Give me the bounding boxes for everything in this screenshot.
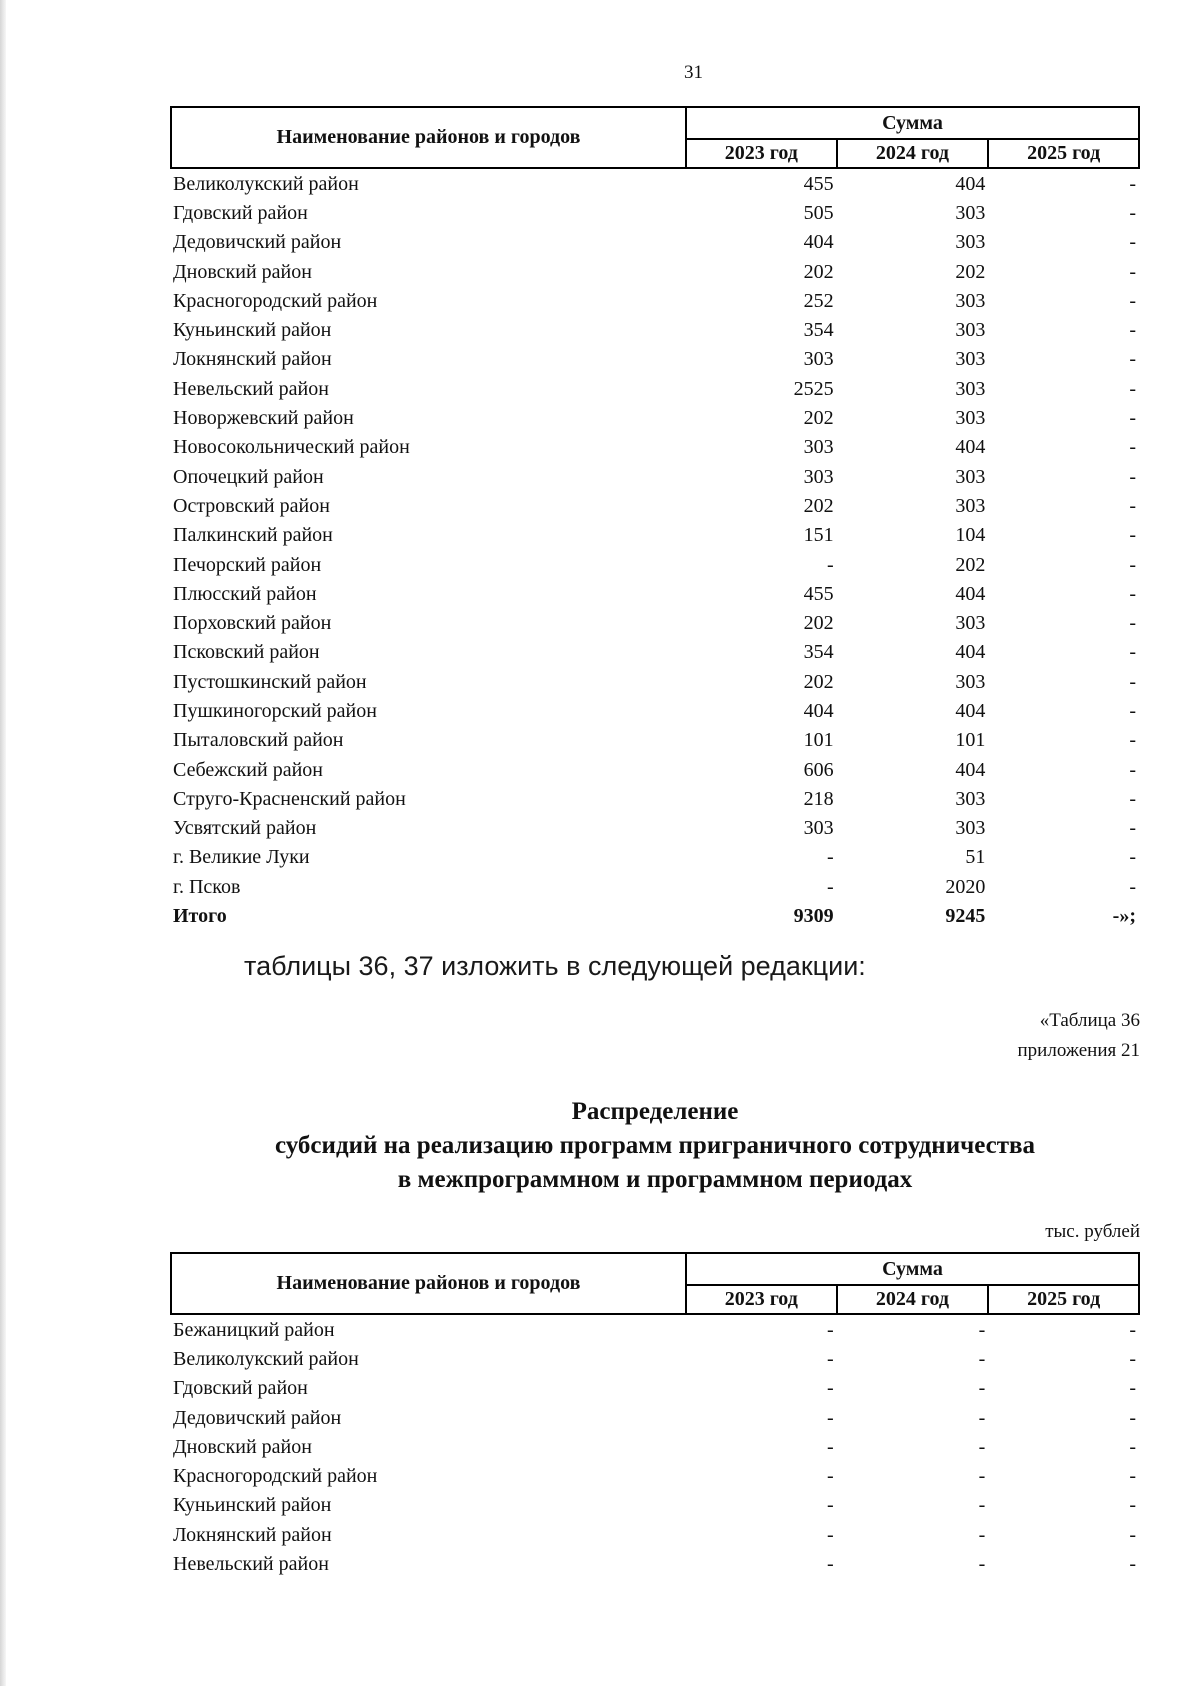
value-2025: - xyxy=(1129,319,1136,342)
value-2023: 455 xyxy=(803,172,834,195)
value-2024: 303 xyxy=(955,787,986,810)
column-header-2025: 2025 год xyxy=(988,1285,1139,1314)
row-name: Порховский район xyxy=(173,612,332,635)
value-2024: 303 xyxy=(955,817,986,840)
value-2023: - xyxy=(826,875,834,898)
value-2024: 303 xyxy=(955,670,986,693)
title-line1: Распределение xyxy=(571,1098,739,1125)
row-name: Локнянский район xyxy=(173,1523,332,1546)
value-2025: - xyxy=(1129,524,1136,547)
row-name: Опочецкий район xyxy=(173,465,324,488)
title-line2: субсидий на реализацию программ приграничного сотрудничества xyxy=(275,1132,1035,1159)
row-name: Печорский район xyxy=(173,553,322,576)
row-name: Островский район xyxy=(173,494,330,517)
value-2025: - xyxy=(1129,582,1136,605)
row-name: Пыталовский район xyxy=(173,729,344,752)
column-header-2024: 2024 год xyxy=(837,139,989,168)
row-name: г. Псков xyxy=(173,875,241,898)
table-row xyxy=(171,1461,1139,1490)
table-row xyxy=(171,1549,1139,1578)
row-name: Пушкиногорский район xyxy=(173,699,377,722)
page-number: 31 xyxy=(684,62,703,83)
table-row xyxy=(171,667,1139,696)
value-2023: 354 xyxy=(803,319,834,342)
value-2025: - xyxy=(1129,1435,1136,1458)
row-name: Себежский район xyxy=(173,758,323,781)
value-2024: 202 xyxy=(955,553,986,576)
row-name: Новоржевский район xyxy=(173,407,354,430)
row-name: Палкинский район xyxy=(173,524,333,547)
table-row xyxy=(171,1344,1139,1373)
value-2023: - xyxy=(826,1318,834,1341)
row-name: Струго-Красненский район xyxy=(173,787,406,810)
table-row xyxy=(171,257,1139,286)
value-2025: - xyxy=(1129,1494,1136,1517)
table-row xyxy=(171,1403,1139,1432)
column-header-sum: Сумма xyxy=(686,107,1139,139)
table-row xyxy=(171,491,1139,520)
value-2023: - xyxy=(826,553,834,576)
value-2025: - xyxy=(1129,641,1136,664)
value-2024: - xyxy=(978,1377,986,1400)
value-2024: - xyxy=(978,1435,986,1458)
scan-edge xyxy=(0,0,6,1686)
table-row xyxy=(171,784,1139,813)
row-name: Великолукский район xyxy=(173,172,359,195)
total-value-2025: -»; xyxy=(1112,905,1136,928)
total-row xyxy=(171,901,1139,930)
table-row xyxy=(171,755,1139,784)
value-2024: 303 xyxy=(955,407,986,430)
table-row xyxy=(171,403,1139,432)
table-row xyxy=(171,1432,1139,1461)
value-2025: - xyxy=(1129,494,1136,517)
value-2023: 252 xyxy=(803,289,834,312)
value-2023: - xyxy=(826,1465,834,1488)
value-2023: - xyxy=(826,1406,834,1429)
value-2025: - xyxy=(1129,348,1136,371)
table-row xyxy=(171,168,1139,198)
column-header-name: Наименование районов и городов xyxy=(171,1253,686,1314)
table-row xyxy=(171,872,1139,901)
value-2024: 303 xyxy=(955,465,986,488)
value-2025: - xyxy=(1129,699,1136,722)
row-name: Псковский район xyxy=(173,641,320,664)
total-value-2023: 9309 xyxy=(793,905,834,928)
value-2025: - xyxy=(1129,1465,1136,1488)
value-2023: 404 xyxy=(803,231,834,254)
value-2024: 404 xyxy=(955,641,986,664)
table-row xyxy=(171,579,1139,608)
value-2023: - xyxy=(826,1347,834,1370)
value-2024: 303 xyxy=(955,612,986,635)
table-label-line1: «Таблица 36 xyxy=(1039,1010,1140,1031)
value-2024: - xyxy=(978,1318,986,1341)
value-2025: - xyxy=(1129,817,1136,840)
column-header-2025: 2025 год xyxy=(988,139,1139,168)
table-row xyxy=(171,286,1139,315)
row-name: Красногородский район xyxy=(173,289,378,312)
value-2024: 303 xyxy=(955,289,986,312)
document-title xyxy=(170,1095,1140,1197)
table-row xyxy=(171,198,1139,227)
table-row xyxy=(171,1314,1139,1344)
title-line3: в межпрограммном и программном периодах xyxy=(397,1166,913,1193)
value-2023: 303 xyxy=(803,817,834,840)
table-row xyxy=(171,1491,1139,1520)
row-name: Усвятский район xyxy=(173,817,317,840)
value-2023: 202 xyxy=(803,407,834,430)
value-2023: 202 xyxy=(803,494,834,517)
column-header-2024: 2024 год xyxy=(837,1285,989,1314)
row-name: Гдовский район xyxy=(173,1377,308,1400)
column-header-sum: Сумма xyxy=(686,1253,1139,1285)
value-2025: - xyxy=(1129,1553,1136,1576)
value-2024: 303 xyxy=(955,348,986,371)
table-label xyxy=(1018,1006,1140,1066)
value-2023: - xyxy=(826,1553,834,1576)
row-name: Гдовский район xyxy=(173,201,308,224)
table-row xyxy=(171,550,1139,579)
table-row xyxy=(171,814,1139,843)
row-name: Дновский район xyxy=(173,260,312,283)
row-name: Дедовичский район xyxy=(173,231,342,254)
table-row xyxy=(171,608,1139,637)
value-2023: - xyxy=(826,1523,834,1546)
value-2024: 2020 xyxy=(945,875,986,898)
table-row xyxy=(171,345,1139,374)
table-row xyxy=(171,1374,1139,1403)
value-2025: - xyxy=(1129,1318,1136,1341)
value-2024: 404 xyxy=(955,172,986,195)
value-2025: - xyxy=(1129,670,1136,693)
row-name: г. Великие Луки xyxy=(173,846,310,869)
units-label: тыс. рублей xyxy=(1045,1221,1140,1242)
column-header-2023: 2023 год xyxy=(686,139,837,168)
value-2025: - xyxy=(1129,758,1136,781)
total-value-2024: 9245 xyxy=(945,905,986,928)
row-name: Невельский район xyxy=(173,1553,329,1576)
row-name: Плюсский район xyxy=(173,582,317,605)
table-row xyxy=(171,638,1139,667)
value-2024: 404 xyxy=(955,758,986,781)
value-2024: - xyxy=(978,1553,986,1576)
value-2023: 404 xyxy=(803,699,834,722)
row-name: Красногородский район xyxy=(173,1465,378,1488)
value-2023: 2525 xyxy=(793,377,834,400)
table-row xyxy=(171,726,1139,755)
table-row xyxy=(171,228,1139,257)
value-2023: 354 xyxy=(803,641,834,664)
row-name: Невельский район xyxy=(173,377,329,400)
value-2023: 606 xyxy=(803,758,834,781)
value-2025: - xyxy=(1129,875,1136,898)
value-2024: - xyxy=(978,1494,986,1517)
value-2025: - xyxy=(1129,1523,1136,1546)
value-2025: - xyxy=(1129,377,1136,400)
value-2025: - xyxy=(1129,436,1136,459)
value-2024: 303 xyxy=(955,377,986,400)
row-name: Бежаницкий район xyxy=(173,1318,335,1341)
value-2023: - xyxy=(826,1435,834,1458)
value-2023: - xyxy=(826,1377,834,1400)
table-label-line2: приложения 21 xyxy=(1017,1040,1140,1061)
table-row xyxy=(171,1520,1139,1549)
row-name: Дедовичский район xyxy=(173,1406,342,1429)
subsidy-table-2 xyxy=(170,1252,1140,1579)
value-2023: 505 xyxy=(803,201,834,224)
table-row xyxy=(171,315,1139,344)
value-2024: 51 xyxy=(965,846,986,869)
value-2024: 404 xyxy=(955,436,986,459)
total-label: Итого xyxy=(173,905,227,928)
value-2025: - xyxy=(1129,407,1136,430)
value-2024: 101 xyxy=(955,729,986,752)
value-2024: 303 xyxy=(955,319,986,342)
value-2024: - xyxy=(978,1347,986,1370)
value-2023: 202 xyxy=(803,260,834,283)
table-row xyxy=(171,374,1139,403)
value-2025: - xyxy=(1129,612,1136,635)
value-2023: 455 xyxy=(803,582,834,605)
value-2025: - xyxy=(1129,729,1136,752)
value-2023: 218 xyxy=(803,787,834,810)
value-2024: 202 xyxy=(955,260,986,283)
column-header-name: Наименование районов и городов xyxy=(171,107,686,168)
value-2025: - xyxy=(1129,201,1136,224)
value-2023: 303 xyxy=(803,465,834,488)
value-2024: 303 xyxy=(955,494,986,517)
row-name: Новосокольнический район xyxy=(173,436,410,459)
value-2024: 404 xyxy=(955,582,986,605)
table-row xyxy=(171,843,1139,872)
row-name: Великолукский район xyxy=(173,1347,359,1370)
row-name: Куньинский район xyxy=(173,1494,332,1517)
value-2024: 303 xyxy=(955,231,986,254)
value-2025: - xyxy=(1129,1377,1136,1400)
value-2025: - xyxy=(1129,289,1136,312)
value-2024: 404 xyxy=(955,699,986,722)
value-2024: - xyxy=(978,1406,986,1429)
value-2024: 104 xyxy=(955,524,986,547)
value-2024: 303 xyxy=(955,201,986,224)
value-2025: - xyxy=(1129,787,1136,810)
value-2024: - xyxy=(978,1465,986,1488)
value-2025: - xyxy=(1129,553,1136,576)
column-header-2023: 2023 год xyxy=(686,1285,837,1314)
value-2025: - xyxy=(1129,1347,1136,1370)
table-row xyxy=(171,696,1139,725)
value-2025: - xyxy=(1129,1406,1136,1429)
table-row xyxy=(171,433,1139,462)
row-name: Куньинский район xyxy=(173,319,332,342)
row-name: Пустошкинский район xyxy=(173,670,367,693)
instruction-text: таблицы 36, 37 изложить в следующей редакции: xyxy=(244,951,866,981)
value-2025: - xyxy=(1129,172,1136,195)
value-2024: - xyxy=(978,1523,986,1546)
value-2025: - xyxy=(1129,231,1136,254)
row-name: Локнянский район xyxy=(173,348,332,371)
value-2023: 151 xyxy=(803,524,834,547)
value-2025: - xyxy=(1129,846,1136,869)
value-2023: - xyxy=(826,846,834,869)
value-2023: 202 xyxy=(803,670,834,693)
table-row xyxy=(171,521,1139,550)
value-2023: 101 xyxy=(803,729,834,752)
value-2023: 202 xyxy=(803,612,834,635)
table-row xyxy=(171,462,1139,491)
value-2025: - xyxy=(1129,465,1136,488)
subsidy-table-1 xyxy=(170,106,1140,931)
value-2025: - xyxy=(1129,260,1136,283)
row-name: Дновский район xyxy=(173,1435,312,1458)
value-2023: 303 xyxy=(803,348,834,371)
value-2023: 303 xyxy=(803,436,834,459)
value-2023: - xyxy=(826,1494,834,1517)
